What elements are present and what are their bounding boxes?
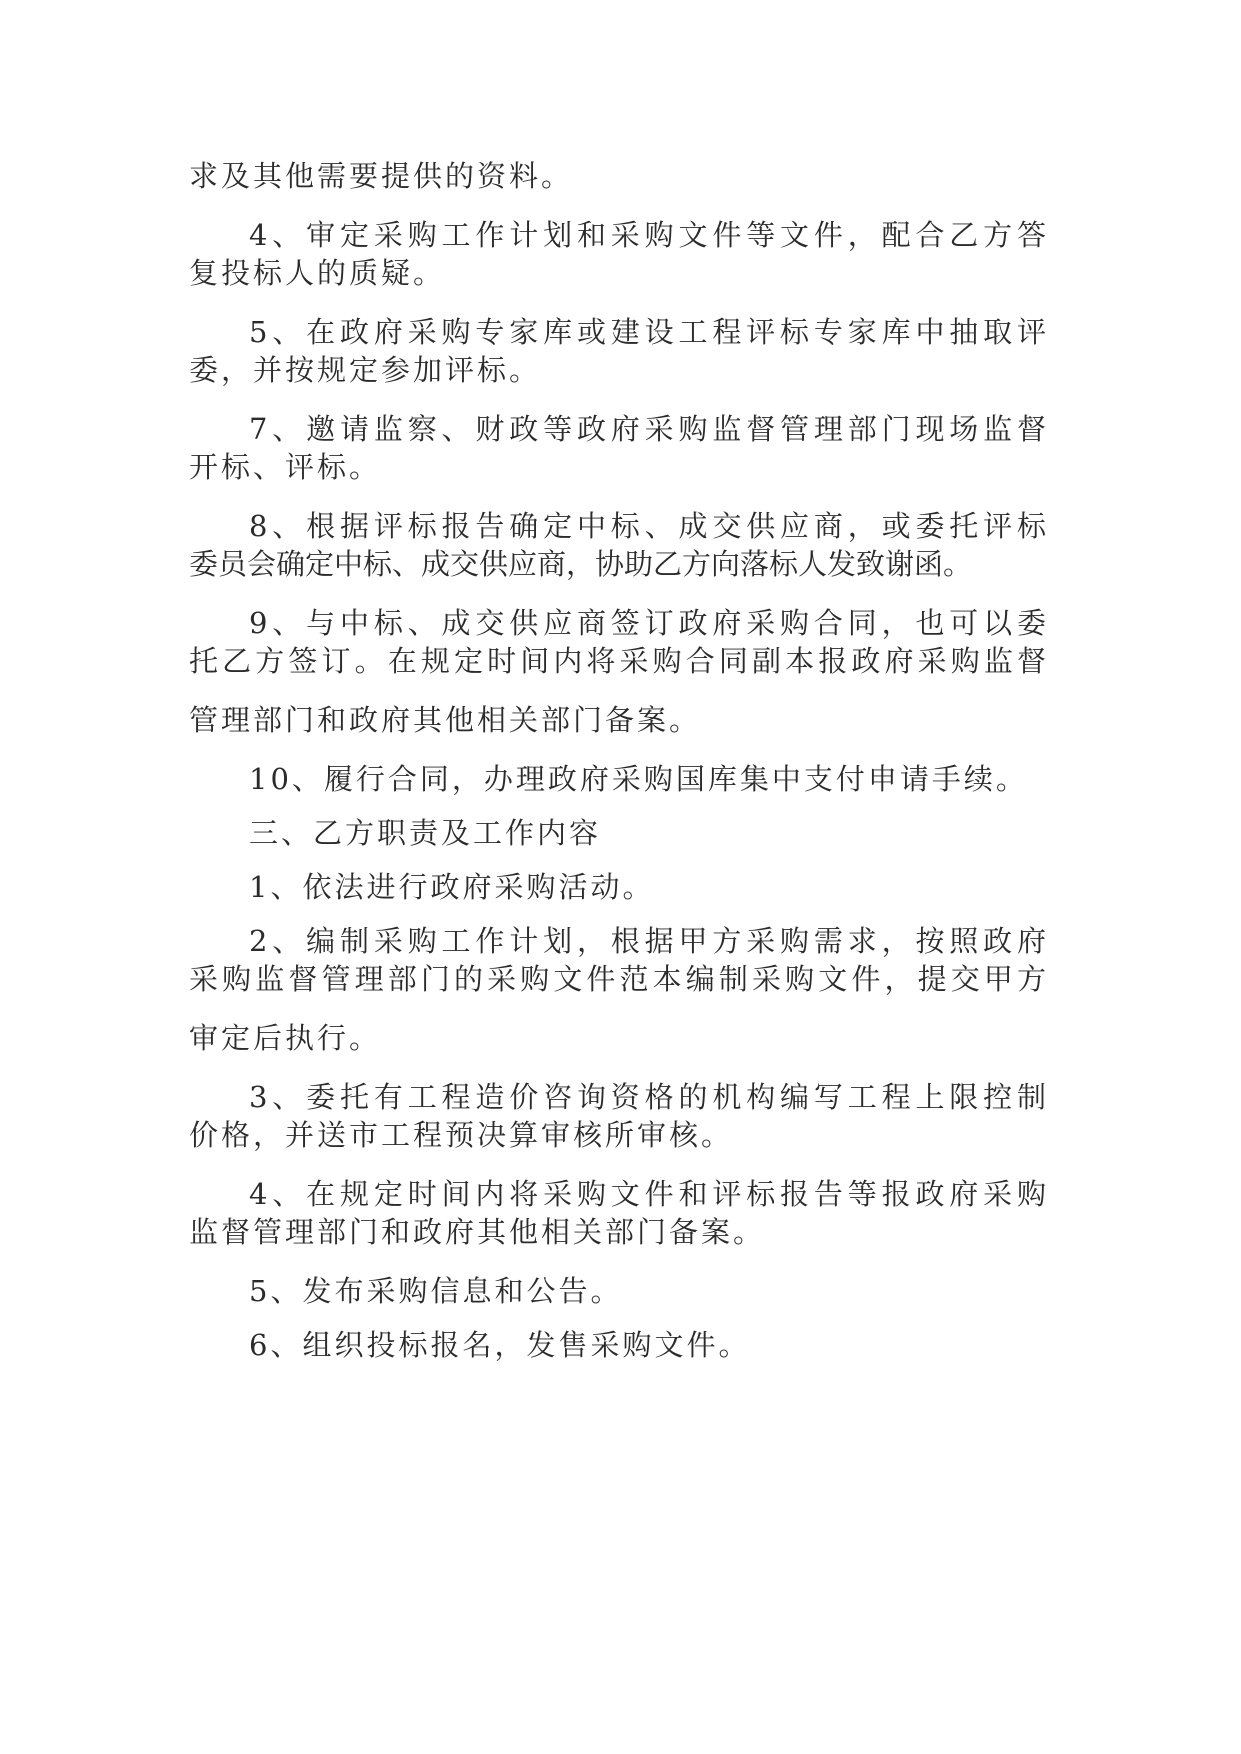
text-line: 开标、评标。 [189,450,382,484]
text-line: 5、发布采购信息和公告。 [249,1274,623,1308]
text-line: 3、委托有工程造价咨询资格的机构编写工程上限控制 [249,1080,1049,1114]
text-line: 7、邀请监察、财政等政府采购监督管理部门现场监督 [249,412,1049,446]
text-line: 4、在规定时间内将采购文件和评标报告等报政府采购 [249,1177,1049,1211]
document-body [189,157,1049,1364]
text-line: 采购监督管理部门的采购文件范本编制采购文件，提交甲方 [189,962,1049,996]
text-line: 5、在政府采购专家库或建设工程评标专家库中抽取评 [249,315,1049,349]
text-line: 监督管理部门和政府其他相关部门备案。 [189,1215,766,1249]
text-line: 委员会确定中标、成交供应商，协助乙方向落标人发致谢函。 [189,547,973,581]
text-line: 委，并按规定参加评标。 [189,353,542,387]
text-line: 求及其他需要提供的资料。 [189,159,574,193]
text-line: 2、编制采购工作计划，根据甲方采购需求，按照政府 [249,924,1049,958]
text-line: 8、根据评标报告确定中标、成交供应商，或委托评标 [249,509,1049,543]
text-line: 4、审定采购工作计划和采购文件等文件，配合乙方答 [249,218,1049,252]
section-heading: 三、乙方职责及工作内容 [249,816,602,850]
text-line: 管理部门和政府其他相关部门备案。 [189,703,702,737]
text-line: 10、履行合同，办理政府采购国库集中支付申请手续。 [249,762,1028,796]
text-line: 9、与中标、成交供应商签订政府采购合同，也可以委 [249,606,1049,640]
text-line: 复投标人的质疑。 [189,256,446,290]
text-line: 6、组织投标报名，发售采购文件。 [249,1328,751,1362]
text-line: 审定后执行。 [189,1021,382,1055]
text-line: 托乙方签订。在规定时间内将采购合同副本报政府采购监督 [189,644,1049,678]
text-line: 1、依法进行政府采购活动。 [249,870,655,904]
text-line: 价格，并送市工程预决算审核所审核。 [189,1118,734,1152]
